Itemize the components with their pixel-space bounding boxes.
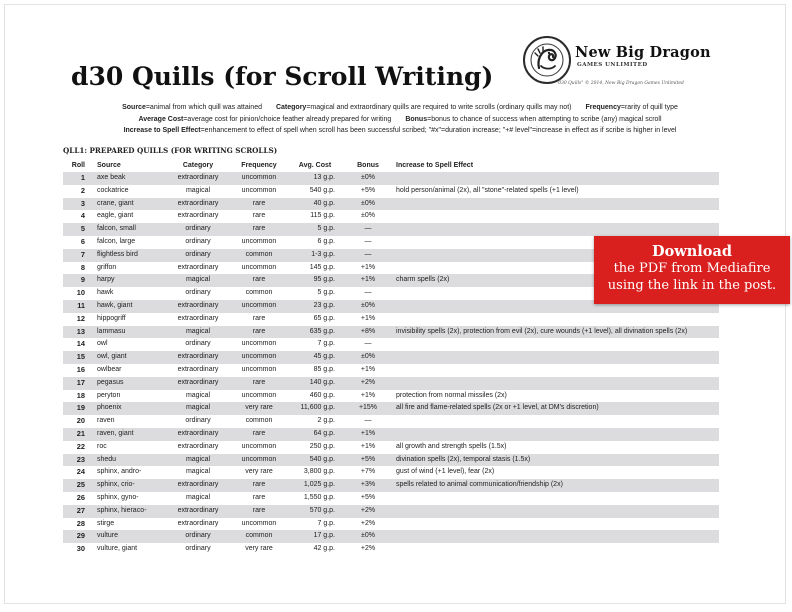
- cost-cell: 17 g.p.: [313, 532, 335, 540]
- category-cell: extraordinary: [177, 199, 219, 207]
- source-cell: peryton: [97, 391, 121, 399]
- bonus-cell: +5%: [360, 186, 376, 194]
- frequency-cell: common: [245, 250, 273, 258]
- cost-cell: 1,025 g.p.: [303, 481, 335, 489]
- legend-term: Category: [275, 104, 307, 111]
- cost-cell: 1-3 g.p.: [311, 250, 335, 258]
- category-cell: extraordinary: [177, 378, 219, 386]
- table-row: [63, 479, 719, 492]
- category-cell: extraordinary: [177, 481, 219, 489]
- cost-cell: 42 g.p.: [313, 545, 335, 553]
- frequency-cell: uncommon: [241, 263, 277, 271]
- category-cell: extraordinary: [177, 519, 219, 527]
- bonus-cell: ±0%: [361, 174, 375, 181]
- bonus-cell: —: [364, 289, 372, 297]
- header-source: Source: [97, 162, 121, 169]
- roll-cell: 24: [76, 467, 85, 477]
- table-row: [63, 172, 719, 185]
- roll-cell: 15: [76, 352, 85, 362]
- category-cell: extraordinary: [177, 353, 219, 361]
- legend-term: Bonus: [405, 115, 428, 123]
- roll-cell: 30: [76, 544, 85, 554]
- frequency-cell: uncommon: [241, 237, 277, 245]
- roll-cell: 20: [76, 416, 85, 426]
- quills-table: [63, 159, 719, 556]
- frequency-cell: very rare: [245, 468, 273, 476]
- source-cell: sphinx, andro-: [97, 468, 142, 476]
- logo-name: New Big Dragon: [575, 44, 711, 61]
- cost-cell: 540 g.p.: [309, 455, 335, 463]
- table-row: [63, 518, 719, 531]
- frequency-cell: uncommon: [241, 301, 277, 309]
- source-cell: vulture, giant: [97, 545, 138, 553]
- source-cell: raven: [97, 417, 115, 425]
- legend-line-2: [60, 114, 740, 126]
- table-row: [63, 505, 719, 518]
- legend-term: Increase to Spell Effect: [123, 127, 201, 135]
- legend-def: =enhancement to effect of spell when scroll has been successful scribed; "#x"=duration increase; "+# level"=increase in effect as if scribe is higher in level: [200, 127, 677, 135]
- table-row: [63, 326, 719, 339]
- roll-cell: 22: [76, 441, 85, 451]
- source-cell: griffon: [97, 263, 117, 271]
- frequency-cell: uncommon: [241, 340, 277, 348]
- bonus-cell: ±0%: [361, 212, 375, 220]
- roll-cell: 17: [76, 377, 85, 387]
- bonus-cell: ±0%: [361, 199, 375, 207]
- legend-def: =animal from which quill was attained: [145, 104, 262, 111]
- source-cell: raven, giant: [97, 429, 134, 437]
- category-cell: magical: [185, 468, 211, 476]
- source-cell: harpy: [97, 276, 115, 284]
- table-row: [63, 441, 719, 454]
- header-bonus: Bonus: [357, 162, 379, 169]
- cost-cell: 250 g.p.: [309, 442, 335, 450]
- roll-cell: 18: [76, 390, 85, 400]
- roll-cell: 9: [80, 275, 85, 285]
- frequency-cell: common: [245, 417, 273, 425]
- bonus-cell: —: [364, 250, 372, 258]
- bonus-cell: +1%: [360, 276, 376, 284]
- effect-cell: protection from normal missiles (2x): [396, 391, 507, 399]
- frequency-cell: common: [245, 532, 273, 540]
- publisher-logo[interactable]: [523, 36, 723, 91]
- bonus-cell: +1%: [360, 365, 376, 373]
- cost-cell: 6 g.p.: [317, 237, 335, 245]
- source-cell: sphinx, gyno-: [97, 493, 139, 501]
- roll-cell: 10: [76, 288, 85, 298]
- source-cell: eagle, giant: [97, 212, 134, 220]
- source-cell: hawk, giant: [97, 301, 133, 309]
- bonus-cell: +5%: [360, 455, 376, 463]
- cost-cell: 5 g.p.: [317, 289, 335, 297]
- category-cell: extraordinary: [177, 301, 219, 309]
- dragon-icon: [523, 36, 571, 84]
- legend-def: =rarity of quill type: [620, 104, 678, 111]
- roll-cell: 23: [76, 454, 85, 464]
- frequency-cell: rare: [252, 212, 266, 220]
- category-cell: extraordinary: [177, 506, 219, 514]
- page-title: d30 Quills (for Scroll Writing): [71, 62, 494, 91]
- bonus-cell: +1%: [360, 314, 376, 322]
- effect-cell: all growth and strength spells (1.5x): [396, 442, 507, 450]
- cost-cell: 7 g.p.: [317, 519, 335, 527]
- source-cell: owlbear: [97, 365, 122, 373]
- roll-cell: 27: [76, 505, 85, 515]
- cost-cell: 635 g.p.: [309, 327, 335, 335]
- category-cell: ordinary: [185, 545, 211, 553]
- source-cell: pegasus: [97, 378, 124, 386]
- bonus-cell: —: [364, 237, 372, 245]
- frequency-cell: rare: [252, 276, 266, 284]
- roll-cell: 21: [76, 428, 85, 438]
- source-cell: falcon, small: [97, 225, 136, 233]
- bonus-cell: —: [364, 417, 372, 425]
- category-cell: ordinary: [185, 289, 211, 297]
- table-row: [63, 428, 719, 441]
- bonus-cell: +8%: [360, 327, 376, 335]
- category-cell: magical: [185, 455, 211, 463]
- bonus-cell: —: [364, 340, 372, 348]
- source-cell: flightless bird: [97, 250, 138, 258]
- frequency-cell: uncommon: [241, 519, 277, 527]
- roll-cell: 19: [76, 403, 85, 413]
- table-row: [63, 185, 719, 198]
- cost-cell: 460 g.p.: [309, 391, 335, 399]
- logo-subtitle: GAMES UNLIMITED: [577, 62, 648, 68]
- table-row: [63, 492, 719, 505]
- bonus-cell: +7%: [360, 468, 376, 476]
- copyright-notice: "d30 Quills" © 2014, New Big Dragon Games Unlimited: [556, 81, 684, 86]
- category-cell: ordinary: [185, 237, 211, 245]
- roll-cell: 29: [76, 531, 85, 541]
- table-row: [63, 198, 719, 211]
- frequency-cell: rare: [252, 314, 266, 322]
- cost-cell: 7 g.p.: [317, 340, 335, 348]
- cost-cell: 64 g.p.: [313, 429, 335, 437]
- source-cell: phoenix: [97, 404, 122, 412]
- legend-line-3: [60, 125, 740, 137]
- bonus-cell: ±0%: [361, 353, 375, 361]
- cost-cell: 5 g.p.: [317, 225, 335, 233]
- category-cell: ordinary: [185, 340, 211, 348]
- table-row: [63, 402, 719, 415]
- column-legend: [60, 102, 740, 137]
- roll-cell: 8: [80, 262, 85, 272]
- effect-cell: gust of wind (+1 level), fear (2x): [396, 468, 495, 476]
- category-cell: extraordinary: [177, 263, 219, 271]
- bonus-cell: +5%: [360, 493, 376, 501]
- source-cell: sphinx, crio-: [97, 481, 135, 489]
- bonus-cell: +1%: [360, 429, 376, 437]
- frequency-cell: rare: [252, 493, 266, 501]
- roll-cell: 13: [76, 326, 85, 336]
- table-row: [63, 390, 719, 403]
- cost-cell: 65 g.p.: [313, 314, 335, 322]
- bonus-cell: +1%: [360, 263, 376, 271]
- table-title: QLL1: PREPARED QUILLS (FOR WRITING SCROLLS): [63, 146, 278, 155]
- frequency-cell: very rare: [245, 404, 273, 412]
- bonus-cell: +15%: [358, 404, 378, 412]
- table-row: [63, 223, 719, 236]
- bonus-cell: +1%: [360, 442, 376, 450]
- cost-cell: 1,550 g.p.: [303, 493, 335, 501]
- source-cell: stirge: [97, 519, 115, 527]
- category-cell: magical: [185, 404, 211, 412]
- header-category: Category: [182, 162, 214, 169]
- roll-cell: 2: [80, 185, 85, 195]
- frequency-cell: uncommon: [241, 353, 277, 361]
- roll-cell: 16: [76, 364, 85, 374]
- category-cell: ordinary: [185, 532, 211, 540]
- cost-cell: 95 g.p.: [313, 276, 335, 284]
- bonus-cell: +2%: [360, 519, 376, 527]
- source-cell: axe beak: [97, 174, 126, 181]
- category-cell: ordinary: [185, 250, 211, 258]
- category-cell: extraordinary: [177, 429, 219, 437]
- frequency-cell: very rare: [245, 545, 273, 553]
- table-row: [63, 364, 719, 377]
- cost-cell: 570 g.p.: [309, 506, 335, 514]
- cost-cell: 13 g.p.: [313, 174, 335, 181]
- category-cell: magical: [185, 186, 211, 194]
- source-cell: falcon, large: [97, 237, 136, 245]
- frequency-cell: rare: [252, 481, 266, 489]
- legend-line-1: [60, 102, 740, 114]
- cost-cell: 40 g.p.: [313, 199, 335, 207]
- cost-cell: 145 g.p.: [309, 263, 335, 271]
- table-row: [63, 338, 719, 351]
- category-cell: ordinary: [185, 225, 211, 233]
- download-line-3: using the link in the post.: [607, 278, 777, 293]
- category-cell: magical: [185, 493, 211, 501]
- frequency-cell: uncommon: [241, 174, 277, 181]
- table-row: [63, 466, 719, 479]
- effect-cell: charm spells (2x): [396, 276, 450, 284]
- effect-cell: hold person/animal (2x), all "stone"-related spells (+1 level): [396, 186, 579, 194]
- roll-cell: 3: [80, 198, 85, 208]
- roll-cell: 7: [80, 249, 85, 259]
- effect-cell: invisibility spells (2x), protection from evil (2x), cure wounds (+1 level), all divination spells (2x): [396, 327, 688, 335]
- frequency-cell: uncommon: [241, 391, 277, 399]
- download-label: Download: [652, 243, 732, 260]
- legend-term: Frequency: [585, 104, 621, 111]
- frequency-cell: common: [245, 289, 273, 297]
- bonus-cell: ±0%: [361, 301, 375, 309]
- cost-cell: 540 g.p.: [309, 186, 335, 194]
- cost-cell: 115 g.p.: [310, 212, 335, 220]
- cost-cell: 85 g.p.: [313, 365, 335, 373]
- roll-cell: 28: [76, 518, 85, 528]
- source-cell: hawk: [97, 289, 114, 297]
- source-cell: owl: [97, 340, 108, 348]
- source-cell: cockatrice: [97, 186, 129, 194]
- frequency-cell: rare: [252, 506, 266, 514]
- effect-cell: all fire and flame-related spells (2x or +1 level, at DM's discretion): [396, 404, 599, 412]
- table-row: [63, 313, 719, 326]
- download-line-2: the PDF from Mediafire: [613, 261, 771, 276]
- table-row: [63, 530, 719, 543]
- effect-cell: divination spells (2x), temporal stasis (1.5x): [396, 455, 531, 463]
- header-spell-effect: Increase to Spell Effect: [396, 162, 474, 169]
- source-cell: owl, giant: [97, 353, 127, 361]
- legend-def: =bonus to chance of success when attempting to scribe (any) magical scroll: [427, 115, 662, 123]
- bonus-cell: +2%: [360, 378, 376, 386]
- roll-cell: 25: [76, 480, 85, 490]
- bonus-cell: ±0%: [361, 532, 375, 540]
- cost-cell: 3,800 g.p.: [303, 468, 335, 476]
- table-row: [63, 377, 719, 390]
- table-header: [63, 159, 719, 172]
- frequency-cell: uncommon: [241, 455, 277, 463]
- frequency-cell: rare: [252, 199, 266, 207]
- category-cell: magical: [185, 391, 211, 399]
- frequency-cell: uncommon: [241, 442, 277, 450]
- roll-cell: 12: [76, 313, 85, 323]
- category-cell: extraordinary: [177, 314, 219, 322]
- roll-cell: 1: [80, 173, 85, 182]
- table-row: [63, 210, 719, 223]
- source-cell: shedu: [97, 455, 117, 463]
- roll-cell: 26: [76, 492, 85, 502]
- bonus-cell: —: [364, 225, 372, 233]
- cost-cell: 23 g.p.: [313, 301, 335, 309]
- legend-term: Average Cost: [138, 115, 184, 123]
- category-cell: magical: [185, 276, 211, 284]
- table-row: [63, 415, 719, 428]
- frequency-cell: rare: [252, 429, 266, 437]
- category-cell: extraordinary: [177, 212, 219, 220]
- roll-cell: 4: [80, 211, 85, 221]
- roll-cell: 5: [80, 224, 85, 234]
- bonus-cell: +2%: [360, 545, 376, 553]
- header-avg-cost: Avg. Cost: [298, 162, 332, 169]
- roll-cell: 14: [76, 339, 85, 349]
- legend-def: =magical and extraordinary quills are required to write scrolls (ordinary quills may not): [306, 104, 572, 111]
- legend-term: Source: [122, 104, 146, 111]
- category-cell: extraordinary: [177, 174, 219, 181]
- table-row: [63, 454, 719, 467]
- header-frequency: Frequency: [241, 162, 277, 169]
- cost-cell: 45 g.p.: [313, 353, 335, 361]
- source-cell: vulture: [97, 532, 119, 540]
- table-row: [63, 351, 719, 364]
- cost-cell: 140 g.p.: [309, 378, 335, 386]
- category-cell: ordinary: [185, 417, 211, 425]
- category-cell: extraordinary: [177, 365, 219, 373]
- category-cell: extraordinary: [177, 442, 219, 450]
- category-cell: magical: [185, 327, 211, 335]
- frequency-cell: rare: [252, 378, 266, 386]
- roll-cell: 11: [77, 300, 85, 310]
- effect-cell: spells related to animal communication/friendship (2x): [396, 481, 563, 489]
- frequency-cell: uncommon: [241, 365, 277, 373]
- source-cell: crane, giant: [97, 199, 134, 207]
- source-cell: sphinx, hieraco-: [97, 506, 147, 514]
- bonus-cell: +2%: [360, 506, 376, 514]
- cost-cell: 11,600 g.p.: [300, 404, 335, 412]
- table-row: [63, 543, 719, 556]
- frequency-cell: uncommon: [241, 186, 277, 194]
- header-roll: Roll: [71, 162, 85, 169]
- cost-cell: 2 g.p.: [317, 417, 335, 425]
- legend-def: =average cost for pinion/choice feather already prepared for writing: [183, 115, 392, 123]
- frequency-cell: rare: [252, 225, 266, 233]
- source-cell: lammasu: [97, 327, 126, 335]
- bonus-cell: +1%: [360, 391, 376, 399]
- download-banner[interactable]: [594, 236, 790, 304]
- bonus-cell: +3%: [360, 481, 376, 489]
- source-cell: roc: [97, 442, 107, 450]
- frequency-cell: rare: [252, 327, 266, 335]
- roll-cell: 6: [80, 236, 85, 246]
- source-cell: hippogriff: [97, 314, 126, 322]
